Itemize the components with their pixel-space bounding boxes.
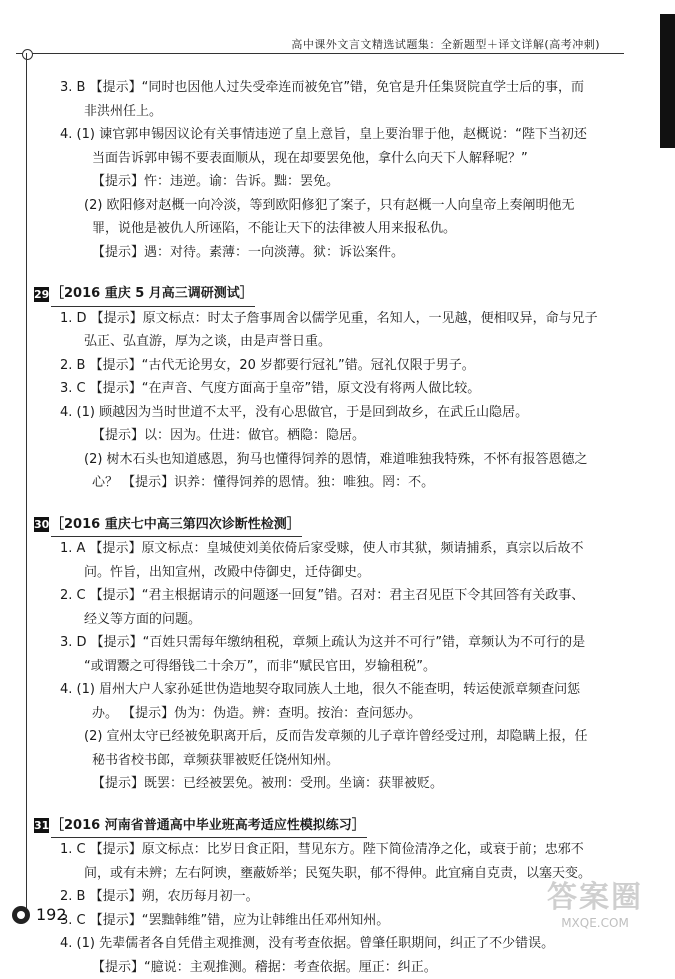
section-title: ［2016 重庆 5 月高三调研测试］ xyxy=(51,282,255,307)
answer-line: 3. D 【提示】“百姓只需每年缴纳租税，章频上疏认为这并不可行”错，章频认为不可行的是 xyxy=(60,631,620,655)
answer-line: (2) 宣州太守已经被免职离开后，反而告发章频的儿子章许曾经受过刑，却隐瞒上报，任 xyxy=(60,725,620,749)
answer-line: 当面告诉郭申锡不要表面顺从，现在却要罢免他，拿什么向天下人解释呢？” xyxy=(60,147,620,171)
answer-line: 4. (1) 谏官郭申锡因议论有关事情违逆了皇上意旨，皇上要治罪于他，赵概说：“陛下当初还 xyxy=(60,123,620,147)
answer-line: 心？ 【提示】识养：懂得饲养的恩情。独：唯独。罔：不。 xyxy=(60,471,620,495)
margin-rule xyxy=(26,53,27,908)
section-title: ［2016 河南省普通高中毕业班高考适应性模拟练习］ xyxy=(51,814,367,839)
answer-line: 间，或有未辨；左右阿谀，壅蔽娇举；民冤失职，郁不得伸。此宜痛自克责，以塞天变。 xyxy=(60,862,620,886)
answer-line: 4. (1) 先辈儒者各自凭借主观推测，没有考查依据。曾肇任职期间，纠正了不少错误。 xyxy=(60,932,620,956)
question-number-badge: 30 xyxy=(34,517,49,532)
question-number-badge: 31 xyxy=(34,818,49,833)
answer-line: 3. B 【提示】“同时也因他人过失受牵连而被免官”错，免官是升任集贤院直学士后的事，而 xyxy=(60,76,620,100)
running-header: 高中课外文言文精选试题集：全新题型＋译文详解(高考冲刺) xyxy=(0,36,600,52)
answer-line: 1. C 【提示】原文标点：比岁日食正阳，彗见东方。陛下简俭清净之化，或衰于前；忠邪不 xyxy=(60,838,620,862)
answer-line: 1. D 【提示】原文标点：时太子詹事周舍以儒学见重，名知人，一见越，便相叹异，命与兄子 xyxy=(60,307,620,331)
answer-line: 2. B 【提示】朔，农历每月初一。 xyxy=(60,885,620,909)
answer-line: 【提示】遇：对待。素薄：一向淡薄。狱：诉讼案件。 xyxy=(60,241,620,265)
page-number: 192 xyxy=(36,905,67,924)
answer-line: 非洪州任上。 xyxy=(60,100,620,124)
watermark xyxy=(525,880,665,950)
answer-line: 罪，说他是被仇人所诬陷，不能让天下的法律被人用来报私仇。 xyxy=(60,217,620,241)
answer-line: (2) 树木石头也知道感恩，狗马也懂得饲养的恩情，难道唯独我特殊，不怀有报答恩德之 xyxy=(60,448,620,472)
answer-line: 4. (1) 顾越因为当时世道不太平，没有心思做官，于是回到故乡，在武丘山隐居。 xyxy=(60,401,620,425)
answer-line: 4. (1) 眉州大户人家孙延世伪造地契夺取同族人土地，很久不能查明，转运使派章频查问惩 xyxy=(60,678,620,702)
page-number-ornament-icon xyxy=(12,906,30,924)
answer-line: 经义等方面的问题。 xyxy=(60,608,620,632)
answer-line: 【提示】忤：违逆。谕：告诉。黜：罢免。 xyxy=(60,170,620,194)
answer-line: 【提示】既罢：已经被罢免。被刑：受刑。坐谪：获罪被贬。 xyxy=(60,772,620,796)
section-heading xyxy=(34,282,620,307)
header-rule xyxy=(16,53,624,54)
section-title: ［2016 重庆七中高三第四次诊断性检测］ xyxy=(51,513,302,538)
answer-line: 3. C 【提示】“罢黜韩维”错，应为让韩维出任邓州知州。 xyxy=(60,909,620,933)
section-heading xyxy=(34,513,620,538)
answer-line: 1. A 【提示】原文标点：皇城使刘美依倚后家受赇，使人市其狱，频请捕系，真宗以后故不 xyxy=(60,537,620,561)
answer-content xyxy=(60,76,620,979)
answer-line: 弘正、弘直游，厚为之谈，由是声誉日重。 xyxy=(60,330,620,354)
answer-line: 2. B 【提示】“古代无论男女，20 岁都要行冠礼”错。冠礼仅限于男子。 xyxy=(60,354,620,378)
margin-ornament-icon xyxy=(22,49,33,60)
watermark-url: MXQE.COM xyxy=(525,916,665,930)
answer-line: “或谓鬻之可得缗钱二十余万”，而非“赋民官田，岁输租税”。 xyxy=(60,655,620,679)
page-footer xyxy=(12,905,67,924)
answer-line: 3. C 【提示】“在声音、气度方面高于皇帝”错，原文没有将两人做比较。 xyxy=(60,377,620,401)
watermark-logo-text: 答案圈 xyxy=(525,880,665,916)
question-number-badge: 29 xyxy=(34,287,49,302)
answer-line: 2. C 【提示】“君主根据请示的问题逐一回复”错。召对：君主召见臣下令其回答有关政事、 xyxy=(60,584,620,608)
answer-line: 办。 【提示】伪为：伪造。辨：查明。按治：查问惩办。 xyxy=(60,702,620,726)
answer-line: 问。忤旨，出知宣州，改殿中侍御史，迁侍御史。 xyxy=(60,561,620,585)
answer-line: 秘书省校书郎，章频获罪被贬任饶州知州。 xyxy=(60,749,620,773)
page-edge-tab xyxy=(660,14,675,148)
answer-line: (2) 欧阳修对赵概一向冷淡，等到欧阳修犯了案子，只有赵概一人向皇帝上奏阐明他无 xyxy=(60,194,620,218)
answer-line: 【提示】“臆说：主观推测。稽据：考查依据。厘正：纠正。 xyxy=(60,956,620,979)
section-heading xyxy=(34,814,620,839)
answer-line: 【提示】以：因为。仕进：做官。栖隐：隐居。 xyxy=(60,424,620,448)
